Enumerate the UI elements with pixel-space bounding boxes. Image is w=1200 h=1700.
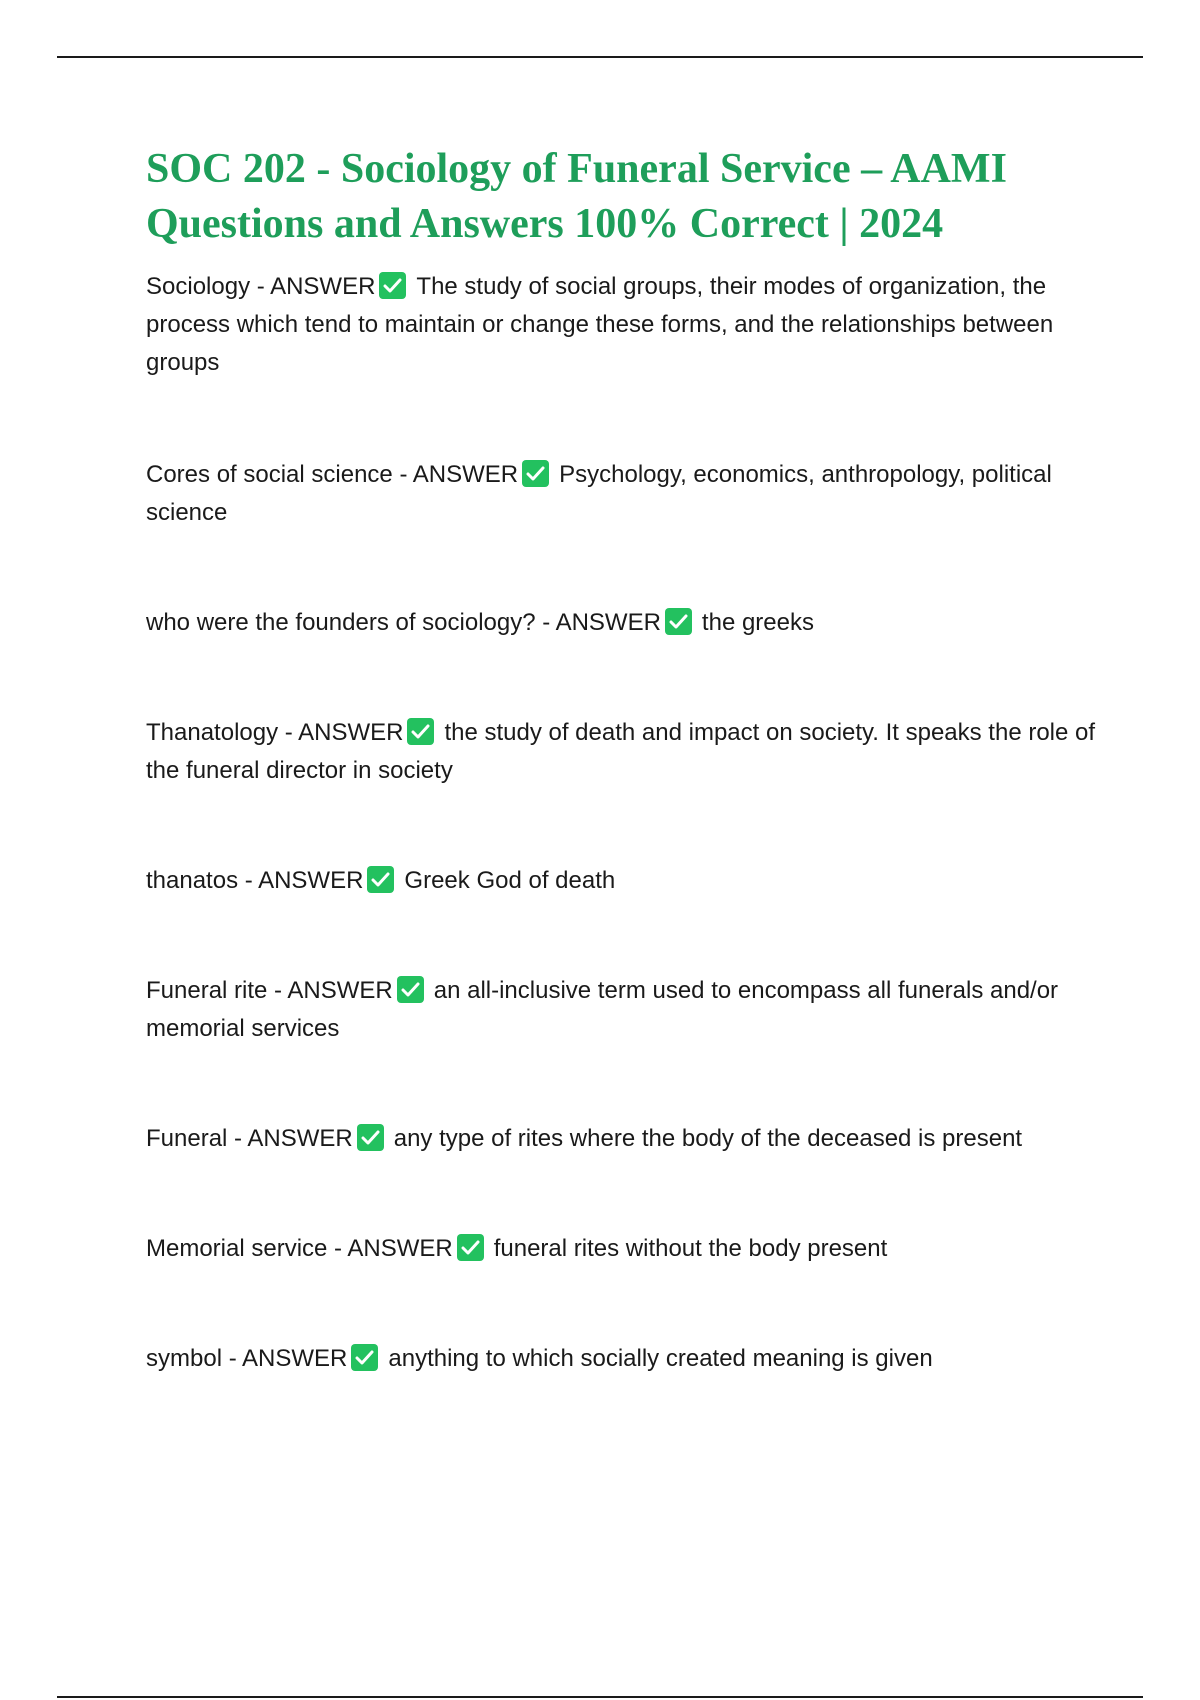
- check-mark-icon: [397, 976, 424, 1003]
- question-text: Memorial service - ANSWER: [146, 1235, 453, 1262]
- question-text: Thanatology - ANSWER: [146, 719, 404, 746]
- check-mark-icon: [407, 718, 434, 745]
- check-mark-icon: [457, 1234, 484, 1261]
- question-text: Sociology - ANSWER: [146, 273, 376, 300]
- answer-text: the greeks: [701, 609, 814, 636]
- check-mark-icon: [351, 1344, 378, 1371]
- qa-item: [146, 862, 1096, 900]
- answer-text: any type of rites where the body of the deceased is present: [393, 1125, 1023, 1152]
- qa-item: [146, 604, 1096, 642]
- answer-text: Greek God of death: [404, 867, 616, 894]
- bottom-divider: [57, 1696, 1143, 1698]
- answer-text: Psychology, economics, anthropology, political science: [146, 461, 1052, 526]
- answer-text: funeral rites without the body present: [493, 1235, 888, 1262]
- question-text: Funeral - ANSWER: [146, 1125, 353, 1152]
- qa-item: [146, 456, 1096, 532]
- top-divider: [57, 56, 1143, 58]
- question-text: symbol - ANSWER: [146, 1345, 348, 1372]
- check-mark-icon: [357, 1124, 384, 1151]
- qa-item: [146, 268, 1096, 382]
- answer-text: The study of social groups, their modes of organization, the process which tend to maintain or change these forms, and the relationships between groups: [146, 273, 1054, 376]
- check-mark-icon: [665, 608, 692, 635]
- answer-text: anything to which socially created meaning is given: [388, 1345, 933, 1372]
- check-mark-icon: [522, 460, 549, 487]
- question-text: Funeral rite - ANSWER: [146, 977, 393, 1004]
- document-title: SOC 202 - Sociology of Funeral Service – AAMI Questions and Answers 100% Correct | 2024: [146, 146, 1007, 247]
- qa-item: [146, 1340, 1096, 1378]
- question-text: Cores of social science - ANSWER: [146, 461, 519, 488]
- document-body: [146, 142, 1096, 1378]
- qa-item: [146, 972, 1096, 1048]
- question-text: thanatos - ANSWER: [146, 867, 364, 894]
- check-mark-icon: [379, 272, 406, 299]
- qa-item: [146, 1120, 1096, 1158]
- answer-text: an all-inclusive term used to encompass all funerals and/or memorial services: [146, 977, 1059, 1042]
- qa-item: [146, 1230, 1096, 1268]
- question-text: who were the founders of sociology? - ANSWER: [146, 609, 661, 636]
- qa-item: [146, 714, 1096, 790]
- answer-text: the study of death and impact on society. It speaks the role of the funeral director in society: [146, 719, 1096, 784]
- check-mark-icon: [367, 866, 394, 893]
